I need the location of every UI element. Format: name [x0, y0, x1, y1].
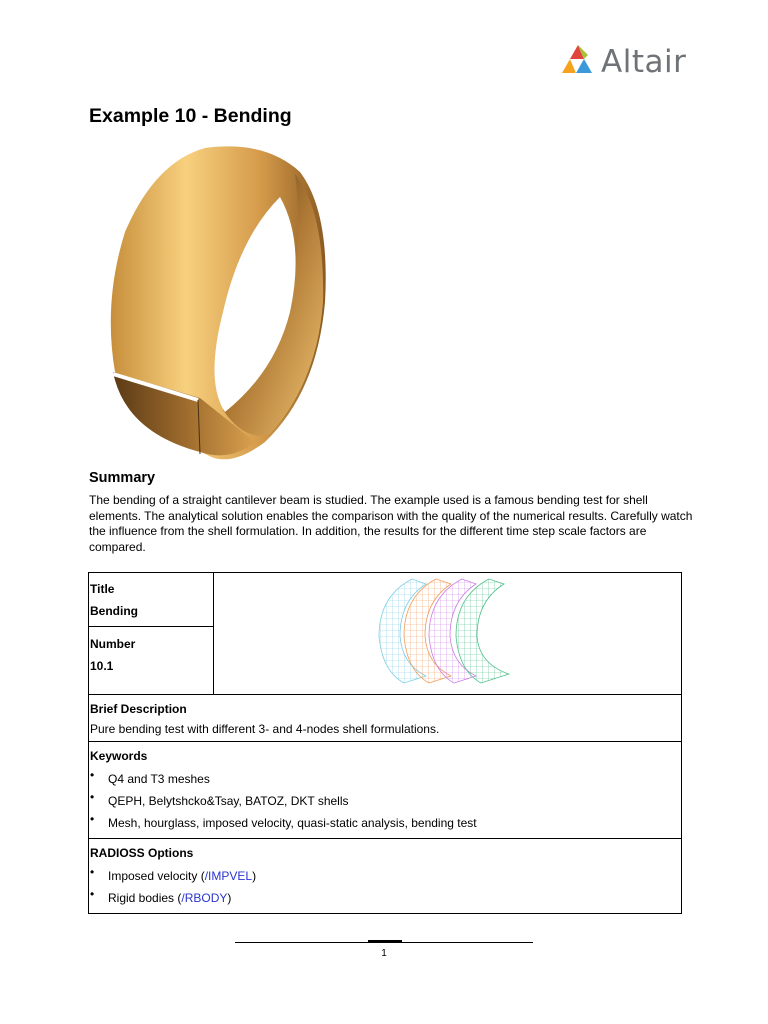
mesh-image-cell: [214, 573, 682, 695]
radioss-options-cell: [89, 839, 682, 914]
number-cell: [89, 627, 214, 695]
footer-mark: [368, 940, 402, 942]
summary-heading: Summary: [89, 470, 156, 486]
list-item: [90, 865, 680, 887]
logo-text: Altair: [601, 44, 687, 80]
number-label: Number: [90, 637, 136, 651]
option-close: ): [252, 869, 257, 883]
example-info-table: [88, 572, 682, 914]
mesh-comparison-image: [374, 576, 534, 684]
brief-text: Pure bending test with different 3- and 4-nodes shell formulations.: [90, 722, 440, 736]
number-value: 10.1: [90, 659, 114, 673]
list-item: [90, 887, 680, 909]
page-number: 1: [381, 948, 387, 959]
title-cell: [89, 573, 214, 627]
keywords-cell: [89, 742, 682, 839]
title-value: Bending: [90, 604, 138, 618]
keywords-list: [90, 768, 680, 834]
footer-divider: [235, 942, 533, 943]
option-text: Rigid bodies (: [108, 891, 182, 905]
impvel-link[interactable]: /IMPVEL: [204, 869, 253, 883]
option-text: Imposed velocity (: [108, 869, 205, 883]
options-label: RADIOSS Options: [90, 846, 194, 860]
brief-description-cell: [89, 695, 682, 742]
rbody-link[interactable]: /RBODY: [181, 891, 228, 905]
list-item: • Q4 and T3 meshes: [90, 768, 680, 790]
keywords-label: Keywords: [90, 749, 148, 763]
summary-text: The bending of a straight cantilever beam is studied. The example used is a famous bending test for shell elements. The analytical solution enables the comparison with the quality of the numerical results. Carefully watch the influence from the shell formulation. In addition, the results for the different time step scale factors are compared.: [89, 493, 693, 554]
bent-beam-ring-image: [105, 142, 330, 462]
list-item: • QEPH, Belytshcko&Tsay, BATOZ, DKT shells: [90, 790, 680, 812]
altair-triangle-icon: [558, 42, 598, 82]
page-title: Example 10 - Bending: [89, 105, 292, 127]
option-close: ): [227, 891, 232, 905]
title-label: Title: [90, 582, 115, 596]
options-list: [90, 865, 680, 909]
list-item: • Mesh, hourglass, imposed velocity, quasi-static analysis, bending test: [90, 812, 680, 834]
brief-label: Brief Description: [90, 702, 187, 716]
altair-logo: [558, 42, 688, 82]
